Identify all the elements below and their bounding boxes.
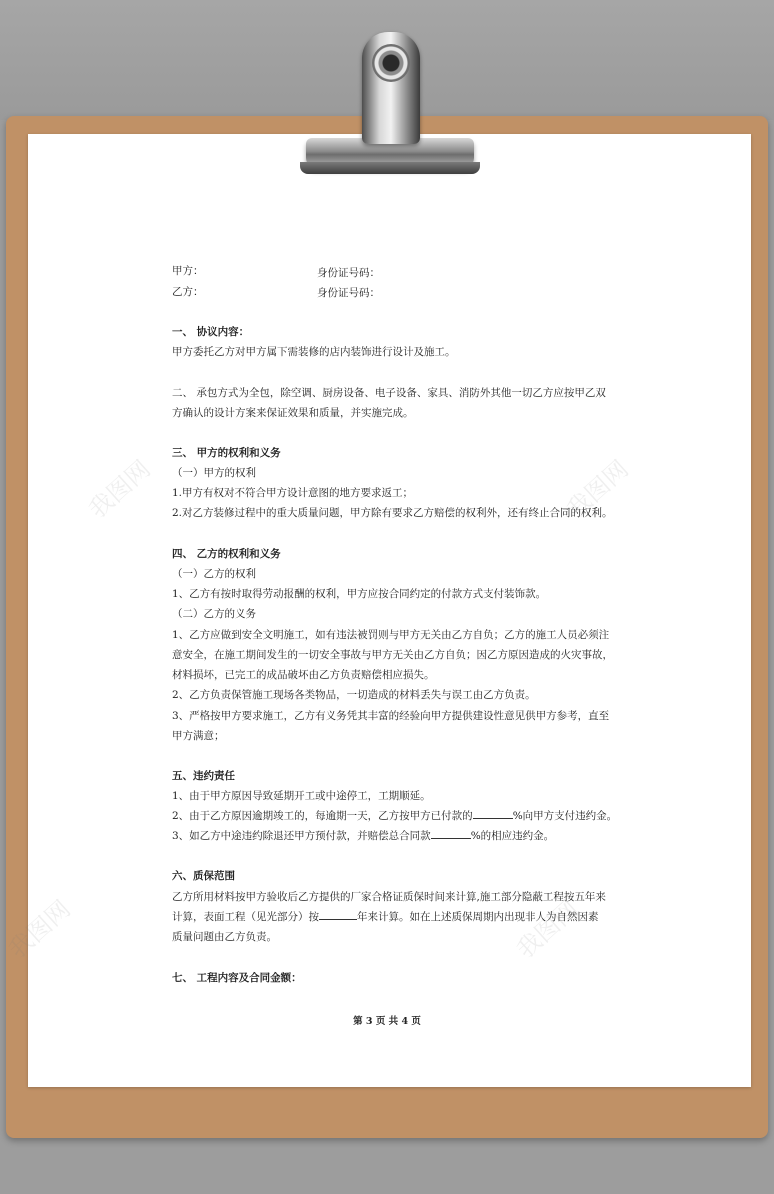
- watermark: 我图网: [3, 894, 76, 964]
- section-6-line-1: 乙方所用材料按甲方验收后乙方提供的厂家合格证质保时间来计算,施工部分隐蔽工程按五年来: [172, 891, 606, 903]
- section-2-line-1: 二、 承包方式为全包，除空调、厨房设备、电子设备、家具、消防外其他一切乙方应按甲乙双: [172, 387, 606, 399]
- document-page: [28, 134, 751, 1087]
- binder-clip: [300, 26, 480, 176]
- section-4-title: 四、 乙方的权利和义务: [172, 548, 281, 560]
- section-5-item-3-text-b: %的相应违约金。: [470, 830, 555, 842]
- blank-percent-field: [431, 827, 471, 839]
- party-a-label: 甲方：: [172, 265, 204, 277]
- section-5-item-2-text-a: 2、由于乙方原因逾期竣工的，每逾期一天，乙方按甲方已付款的: [172, 810, 473, 822]
- section-4-item-4-line-2: 甲方满意；: [172, 730, 225, 742]
- watermark: 我图网: [511, 894, 584, 964]
- section-4-item-1: 1、乙方有按时取得劳动报酬的权利，甲方应按合同约定的付款方式支付装饰款。: [172, 588, 547, 600]
- blank-years-field: [319, 908, 357, 920]
- section-4-subtitle-2: （二）乙方的义务: [172, 608, 256, 620]
- section-1-text: 甲方委托乙方对甲方属下需装修的店内装饰进行设计及施工。: [172, 346, 456, 358]
- clip-ring: [372, 44, 410, 82]
- party-b-label: 乙方：: [172, 286, 204, 298]
- section-5-item-2-text-b: %向甲方支付违约金。: [512, 810, 618, 822]
- section-5-item-1: 1、由于甲方原因导致延期开工或中途停工，工期顺延。: [172, 790, 431, 802]
- section-6-line-3: 质量问题由乙方负责。: [172, 931, 277, 943]
- section-1-title: 一、 协议内容：: [172, 326, 250, 338]
- section-3-item-1: 1.甲方有权对不符合甲方设计意图的地方要求返工；: [172, 487, 414, 499]
- section-3-title: 三、 甲方的权利和义务: [172, 447, 281, 459]
- section-3-subtitle: （一）甲方的权利: [172, 467, 256, 479]
- watermark: 我图网: [561, 454, 634, 524]
- section-6-line-2: [172, 907, 599, 927]
- section-4-item-3: 2、乙方负责保管施工现场各类物品，一切造成的材料丢失与误工由乙方负责。: [172, 689, 536, 701]
- section-4-item-2-line-1: 1、乙方应做到安全文明施工，如有违法被罚则与甲方无关由乙方自负；乙方的施工人员必须注: [172, 629, 610, 641]
- section-2-line-2: 方确认的设计方案来保证效果和质量，并实施完成。: [172, 407, 414, 419]
- section-6-title: 六、质保范围: [172, 870, 235, 882]
- watermark: 我图网: [83, 454, 156, 524]
- section-4-subtitle-1: （一）乙方的权利: [172, 568, 256, 580]
- section-5-title: 五、违约责任: [172, 770, 235, 782]
- page-number: 第 3 页 共 4 页: [353, 1016, 421, 1027]
- section-7-title: 七、 工程内容及合同金额：: [172, 972, 302, 984]
- section-6-line-2-text-b: 年来计算。如在上述质保周期内出现非人为自然因素: [357, 911, 599, 923]
- section-4-item-2-line-2: 意安全，在施工期间发生的一切安全事故与甲方无关由乙方自负；因乙方原因造成的火灾事故，: [172, 649, 613, 661]
- section-4-item-4-line-1: 3、严格按甲方要求施工，乙方有义务凭其丰富的经验向甲方提供建设性意见供甲方参考，直至: [172, 710, 610, 722]
- party-b-id-label: 身份证号码：: [317, 287, 380, 299]
- section-5-item-3-text-a: 3、如乙方中途违约除退还甲方预付款，并赔偿总合同款: [172, 830, 431, 842]
- clip-plate-lip: [300, 162, 480, 174]
- section-6-line-2-text-a: 计算，表面工程（见光部分）按: [172, 911, 319, 923]
- section-3-item-2: 2.对乙方装修过程中的重大质量问题，甲方除有要求乙方赔偿的权利外，还有终止合同的权利。: [172, 507, 613, 519]
- blank-percent-field: [473, 807, 513, 819]
- party-a-id-label: 身份证号码：: [317, 267, 380, 279]
- section-5-item-3: [172, 826, 554, 846]
- section-4-item-2-line-3: 材料损坏，已完工的成品破坏由乙方负责赔偿相应损失。: [172, 669, 435, 681]
- section-5-item-2: [172, 806, 617, 826]
